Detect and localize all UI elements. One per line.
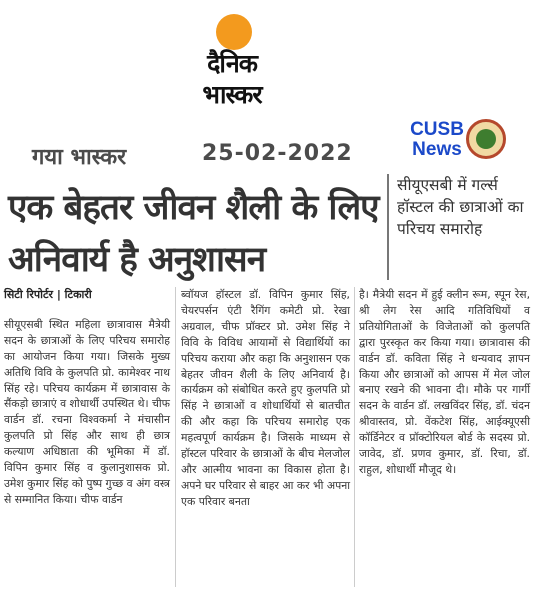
column-2-text: ब्वॉयज हॉस्टल डॉ. विपिन कुमार सिंह, चेयरपर्सन एंटी रैगिंग कमेटी प्रो. रेखा अग्रवाल, चीफ प्रॉक्टर प्रो. उमेश सिंह ने विवि के विविध आयामों से विद्यार्थियों का परिचय कराया और कहा कि अनुशासन एक बेहतर जीवन शैली के लिए अनिवार्य है। कार्यक्रम को संबोधित करते हुए कुलपति प्रो सिंह ने छात्राओं व शोधार्थियों से बातचीत की और कहा कि परिचय समारोह एक महत्वपूर्ण कार्यक्रम है। जिसके माध्यम से हॉस्टल परिवार के छात्राओं के बीच मेलजोल और आत्मीय भावना का विकास होता है। अपने घर परिवार से बाहर आ कर भी अपना एक परिवार बनता <box>181 288 350 508</box>
masthead <box>0 0 533 118</box>
byline: सिटी रिपोर्टर | टिकारी <box>4 288 92 301</box>
newspaper-logo-line1: दैनिक <box>207 49 257 78</box>
column-divider <box>175 287 176 587</box>
article-headline: एक बेहतर जीवन शैली के लिए अनिवार्य है अनुशासन <box>8 188 379 280</box>
column-1 <box>4 287 170 593</box>
column-3-text: है। मैत्रेयी सदन में हुई क्लीन रूम, स्पून रेस, श्री लेग रेस आदि गतिविधियों व प्रतियोगिताओं के विजेताओं को कुलपति द्वारा पुरस्कृत कर किया गया। छात्रावास की वार्डन डॉ. कविता सिंह ने धन्यवाद ज्ञापन किया और छात्राओं को आपस में मेल जोल बनाए रखने की भावना दी। मौके पर गार्गी सदन के वार्डन डॉ. लखविंदर सिंह, डॉ. चंदन श्रीवास्तव, प्रो. वेंकटेश सिंह, आईक्यूएसी कॉर्डिनेटर व प्रॉक्टोरियल बोर्ड के सदस्य प्रो. जावेद, डॉ. प्रणव कुमार, डॉ. रिचा, डॉ. राहुल, शोधार्थी मौजूद थे। <box>359 288 530 476</box>
news-label: News <box>412 139 462 160</box>
column-2 <box>181 287 350 593</box>
newspaper-logo-line2: भास्कर <box>202 80 262 109</box>
university-seal-icon <box>466 119 506 159</box>
article-body <box>4 287 530 593</box>
logo-sun-icon <box>216 14 252 50</box>
sidebar-subheadline: सीयूएसबी में गर्ल्स हॉस्टल की छात्राओं का परिचय समारोह <box>387 174 528 280</box>
cusb-news-badge <box>407 120 467 160</box>
edition-date: 25-02-2022 <box>202 141 353 166</box>
edition-name: गया भास्कर <box>32 145 127 170</box>
column-3 <box>359 287 530 593</box>
column-divider <box>354 287 355 587</box>
cusb-label: CUSB <box>410 119 464 140</box>
column-1-text: सीयूएसबी स्थित महिला छात्रावास मैत्रेयी सदन के छात्राओं के लिए परिचय समारोह का आयोजन किया गया। जिसके मुख्य अतिथि विवि के कुलपति प्रो. कामेश्वर नाथ सिंह रहे। परिचय कार्यक्रम में छात्रावास के सैंकड़ो छात्राएं व शोधार्थी उपस्थित थे। चीफ वार्डन डॉ. रचना विश्वकर्मा ने मंचासीन कुलपति प्रो सिंह और साथ ही छात्र कल्याण अधिष्ठाता की भूमिका में डॉ. विपिन कुमार सिंह व कुलानुशासक प्रो. उमेश कुमार सिंह को पुष्प गुच्छ व अंग वस्त्र से सम्मानित किया। चीफ वार्डन <box>4 317 170 506</box>
